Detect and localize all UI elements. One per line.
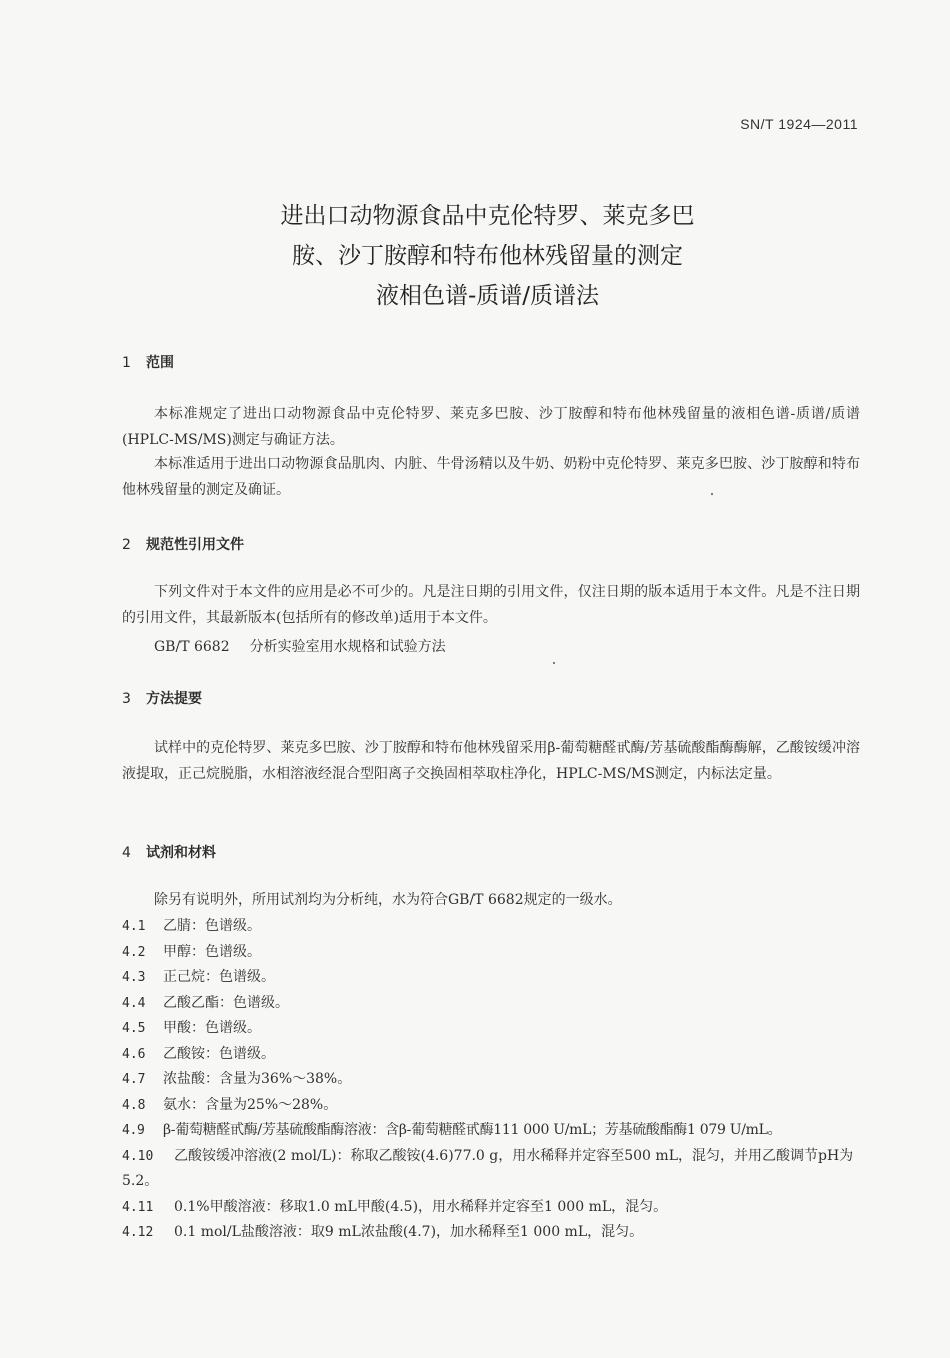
reference-code: GB/T 6682 [154, 639, 230, 655]
title-line-3: 液相色谱-质谱/质谱法 [375, 283, 600, 309]
normative-reference [154, 636, 446, 656]
list-item: 4.3 正己烷：色谱级。 [122, 969, 275, 985]
section-number: 2 [122, 537, 131, 553]
title-line-1: 进出口动物源食品中克伦特罗、莱克多巴 [280, 203, 695, 229]
title-line-2: 胺、沙丁胺醇和特布他林残留量的测定 [292, 243, 683, 269]
section-1-paragraph-1: 本标准规定了进出口动物源食品中克伦特罗、莱克多巴胺、沙丁胺醇和特布他林残留量的液相色谱-质谱/质谱(HPLC-MS/MS)测定与确证方法。 [122, 406, 860, 448]
document-title [0, 196, 950, 316]
section-number: 1 [122, 355, 131, 371]
list-item: 4.11 0.1%甲酸溶液：移取1.0 mL甲酸(4.5)，用水稀释并定容至1 000 mL，混匀。 [122, 1198, 668, 1215]
section-number: 3 [122, 691, 131, 707]
scan-speck [711, 493, 713, 495]
list-item: 4.2 甲醇：色谱级。 [122, 943, 261, 960]
section-2-paragraph-1: 下列文件对于本文件的应用是必不可少的。凡是注日期的引用文件，仅注日期的版本适用于本文件。凡是不注日期的引用文件，其最新版本(包括所有的修改单)适用于本文件。 [122, 584, 860, 626]
standard-number: SN/T 1924—2011 [740, 116, 858, 132]
section-title: 试剂和材料 [146, 845, 216, 861]
list-item: 4.1 乙腈：色谱级。 [122, 918, 261, 934]
reference-title: 分析实验室用水规格和试验方法 [249, 639, 446, 655]
section-1-paragraph-2: 本标准适用于进出口动物源食品肌肉、内脏、牛骨汤精以及牛奶、奶粉中克伦特罗、莱克多巴胺、沙丁胺醇和特布他林残留量的测定及确证。 [122, 456, 860, 498]
list-item: 4.6 乙酸铵：色谱级。 [122, 1045, 275, 1062]
section-1-heading [122, 352, 174, 372]
section-title: 范围 [146, 355, 174, 371]
list-item: 4.5 甲酸：色谱级。 [122, 1020, 261, 1036]
list-item: 4.8 氨水：含量为25%～28%。 [122, 1096, 338, 1113]
section-2-heading [122, 534, 244, 554]
list-item: 4.7 浓盐酸：含量为36%～38%。 [122, 1071, 352, 1087]
section-3-heading [122, 688, 202, 708]
section-title: 规范性引用文件 [146, 537, 244, 553]
list-item: 4.10 乙酸铵缓冲溶液(2 mol/L)：称取乙酸铵(4.6)77.0 g，用水稀释并定容至500 mL，混匀，并用乙酸调节pH为5.2。 [122, 1147, 854, 1189]
section-title: 方法提要 [146, 691, 202, 707]
list-item: 4.4 乙酸乙酯：色谱级。 [122, 994, 289, 1011]
section-4-heading [122, 842, 216, 862]
list-item: 4.12 0.1 mol/L盐酸溶液：取9 mL浓盐酸(4.7)，加水稀释至1 000 mL，混匀。 [122, 1224, 644, 1240]
reagent-list [122, 914, 867, 1246]
section-4-paragraph-1: 除另有说明外，所用试剂均为分析纯，水为符合GB/T 6682规定的一级水。 [154, 892, 622, 908]
section-3-paragraph-1: 试样中的克伦特罗、莱克多巴胺、沙丁胺醇和特布他林残留采用β-葡萄糖醛甙酶/芳基硫酸酯酶酶解，乙酸铵缓冲溶液提取，正己烷脱脂，水相溶液经混合型阳离子交换固相萃取柱净化，HPLC-MS/MS测定，内标法定量。 [122, 740, 860, 782]
list-item: 4.9 β-葡萄糖醛甙酶/芳基硫酸酯酶溶液：含β-葡萄糖醛甙酶111 000 U/mL；芳基硫酸酯酶1 079 U/mL。 [122, 1122, 782, 1138]
scan-speck [553, 662, 555, 664]
section-number: 4 [122, 845, 131, 861]
